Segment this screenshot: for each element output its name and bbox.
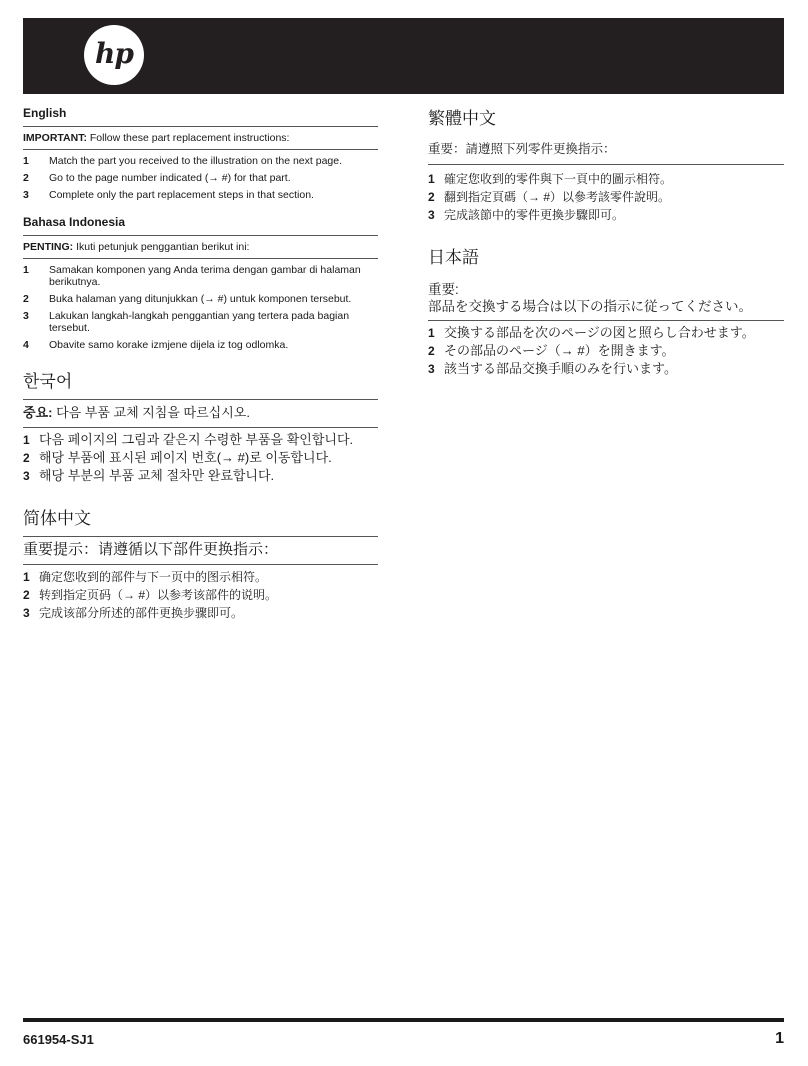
step-number: 3 xyxy=(428,208,435,222)
step-item xyxy=(23,587,378,603)
step-text: Match the part you received to the illustration on the next page. xyxy=(49,155,343,167)
step-item xyxy=(428,343,784,359)
important-note xyxy=(23,126,378,150)
important-note xyxy=(23,399,378,428)
section-japanese xyxy=(428,247,784,377)
steps-list xyxy=(23,155,378,201)
section-simplified-chinese xyxy=(23,508,378,621)
step-item xyxy=(23,189,378,201)
step-text: Obavite samo korake izmjene dijela iz tog odlomka. xyxy=(49,339,289,351)
hp-logo xyxy=(84,25,144,85)
step-item xyxy=(23,264,378,288)
important-text: 다음 부품 교체 지침을 따르십시오. xyxy=(52,405,250,420)
step-item xyxy=(23,339,378,351)
document-code: 661954-SJ1 xyxy=(23,1032,94,1047)
step-number: 3 xyxy=(23,310,29,322)
steps-list xyxy=(23,569,378,621)
section-title: 繁體中文 xyxy=(428,109,496,128)
step-text: 해당 부품에 표시된 페이지 번호(→ #)로 이동합니다. xyxy=(39,450,332,465)
step-item xyxy=(428,171,784,187)
section-english xyxy=(23,106,378,201)
left-column xyxy=(23,100,378,623)
important-note xyxy=(23,235,378,259)
step-number: 3 xyxy=(23,606,30,620)
step-text: 翻到指定頁碼（→ #）以參考該零件說明。 xyxy=(444,190,671,204)
step-item xyxy=(23,155,378,167)
section-title: 日本語 xyxy=(428,248,479,267)
step-number: 1 xyxy=(428,172,435,186)
step-item xyxy=(23,293,378,305)
step-item xyxy=(428,207,784,223)
important-label: 중요: xyxy=(23,405,53,420)
section-title: 한국어 xyxy=(23,372,73,391)
important-label: IMPORTANT: xyxy=(23,132,87,144)
section-title: Bahasa Indonesia xyxy=(23,215,126,229)
page-number: 1 xyxy=(775,1030,784,1047)
step-number: 1 xyxy=(23,570,30,584)
step-item xyxy=(23,172,378,184)
step-item xyxy=(23,450,378,466)
section-korean xyxy=(23,371,378,484)
step-item xyxy=(23,569,378,585)
step-number: 2 xyxy=(23,588,30,602)
step-text: 해당 부분의 부품 교체 절차만 완료합니다. xyxy=(39,468,275,483)
important-text: Ikuti petunjuk penggantian berikut ini: xyxy=(73,241,250,253)
step-number: 3 xyxy=(428,362,435,376)
step-text: 转到指定页码（→ #）以参考该部件的说明。 xyxy=(39,588,278,602)
step-text: Go to the page number indicated (→ #) for that part. xyxy=(49,172,291,184)
step-text: 完成該節中的零件更換步驟即可。 xyxy=(444,208,625,222)
step-item xyxy=(428,361,784,377)
section-traditional-chinese xyxy=(428,108,784,223)
step-number: 2 xyxy=(428,344,435,358)
step-number: 1 xyxy=(428,326,435,340)
header-bar xyxy=(23,18,784,94)
step-text: その部品のページ（→ #）を開きます。 xyxy=(444,343,675,358)
steps-list xyxy=(23,264,378,351)
step-number: 1 xyxy=(23,264,29,276)
section-indonesia xyxy=(23,215,378,351)
steps-list xyxy=(428,325,784,377)
step-number: 3 xyxy=(23,469,30,483)
section-title: 简体中文 xyxy=(23,509,91,528)
step-text: 交換する部品を次のページの図と照らし合わせます。 xyxy=(444,325,755,340)
step-item xyxy=(23,468,378,484)
step-text: Complete only the part replacement steps in that section. xyxy=(49,189,314,201)
step-text: 該当する部品交換手順のみを行います。 xyxy=(444,361,677,376)
step-text: 完成该部分所述的部件更换步骤即可。 xyxy=(39,606,244,620)
step-text: 確定您收到的零件與下一頁中的圖示相符。 xyxy=(444,172,673,186)
hp-logo-text: hp xyxy=(95,36,133,70)
step-number: 2 xyxy=(23,172,29,184)
important-text: 重要提示：请遵循以下部件更换指示： xyxy=(23,541,279,558)
step-item xyxy=(23,605,378,621)
right-column xyxy=(428,108,784,379)
important-text: 重要：請遵照下列零件更換指示： xyxy=(428,142,616,156)
important-text: 部品を交換する場合は以下の指示に従ってください。 xyxy=(428,299,752,314)
step-item xyxy=(428,325,784,341)
important-note xyxy=(428,275,784,321)
step-text: Samakan komponen yang Anda terima dengan gambar di halaman berikutnya. xyxy=(49,264,361,288)
step-number: 2 xyxy=(23,451,30,465)
step-text: Buka halaman yang ditunjukkan (→ #) untuk komponen tersebut. xyxy=(49,293,352,305)
step-number: 2 xyxy=(428,190,435,204)
step-number: 1 xyxy=(23,155,29,167)
important-note xyxy=(23,536,378,565)
step-text: 다음 페이지의 그림과 같은지 수령한 부품을 확인합니다. xyxy=(39,432,354,447)
step-text: Lakukan langkah-langkah penggantian yang tertera pada bagian tersebut. xyxy=(49,310,350,334)
step-number: 4 xyxy=(23,339,29,351)
step-number: 1 xyxy=(23,433,30,447)
important-label: 重要: xyxy=(428,282,459,297)
important-note xyxy=(428,136,784,165)
step-number: 3 xyxy=(23,189,29,201)
important-text: Follow these part replacement instructions: xyxy=(86,132,290,144)
footer-rule xyxy=(23,1018,784,1022)
important-label: PENTING: xyxy=(23,241,74,253)
step-item xyxy=(428,189,784,205)
step-item xyxy=(23,432,378,448)
steps-list xyxy=(23,432,378,484)
step-number: 2 xyxy=(23,293,29,305)
section-title: English xyxy=(23,106,67,120)
steps-list xyxy=(428,171,784,223)
step-item xyxy=(23,310,378,334)
step-text: 确定您收到的部件与下一页中的图示相符。 xyxy=(39,570,268,584)
